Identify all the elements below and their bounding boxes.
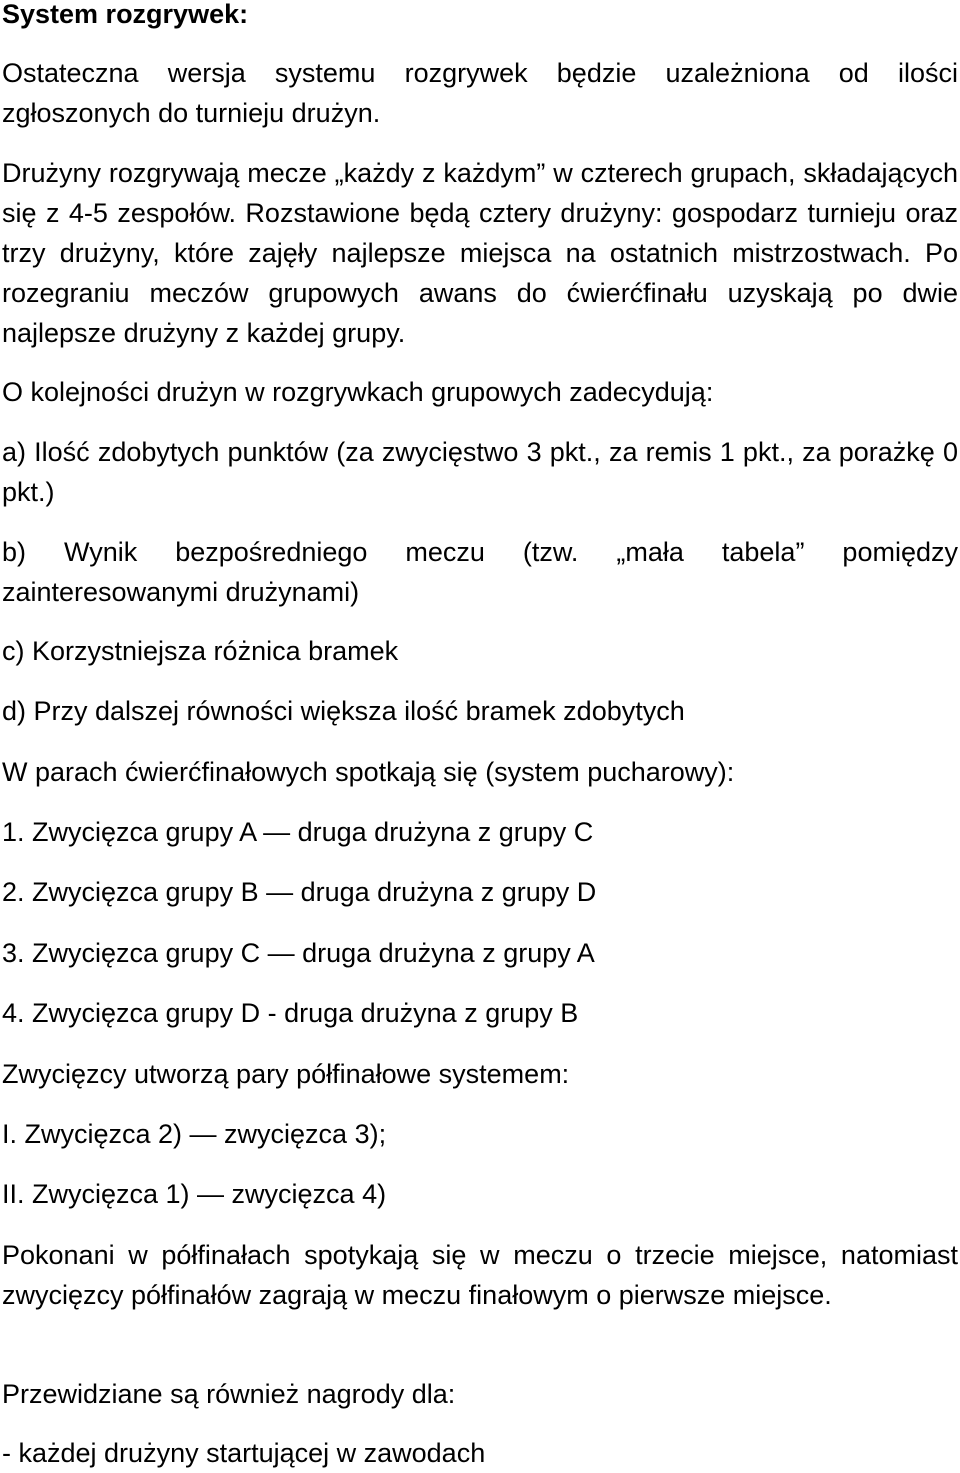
criterion-b: b) Wynik bezpośredniego meczu (tzw. „mała tabela” pomiędzy zainteresowanymi drużynami) xyxy=(2,537,958,607)
semifinal-1: I. Zwycięzca 2) — zwycięzca 3); xyxy=(2,1119,387,1149)
quarterfinal-1: 1. Zwycięzca grupy A — druga drużyna z grupy C xyxy=(2,817,594,847)
finals-paragraph: Pokonani w półfinałach spotykają się w meczu o trzecie miejsce, natomiast zwycięzcy półfinałów zagrają w meczu finałowym o pierwsze miejsce. xyxy=(2,1240,958,1310)
section-title: System rozgrywek: xyxy=(2,0,249,29)
intro-paragraph: Ostateczna wersja systemu rozgrywek będzie uzależniona od ilości zgłoszonych do turnieju drużyn. xyxy=(2,58,958,128)
semifinal-2: II. Zwycięzca 1) — zwycięzca 4) xyxy=(2,1179,387,1209)
semifinals-intro: Zwycięzcy utworzą pary półfinałowe systemem: xyxy=(2,1059,570,1089)
ranking-intro: O kolejności drużyn w rozgrywkach grupowych zadecydują: xyxy=(2,377,714,407)
criterion-c: c) Korzystniejsza różnica bramek xyxy=(2,636,399,666)
criterion-a: a) Ilość zdobytych punktów (za zwycięstwo 3 pkt., za remis 1 pkt., za porażkę 0 pkt.) xyxy=(2,437,958,507)
prizes-intro: Przewidziane są również nagrody dla: xyxy=(2,1379,456,1409)
quarterfinal-2: 2. Zwycięzca grupy B — druga drużyna z grupy D xyxy=(2,877,597,907)
criterion-d: d) Przy dalszej równości większa ilość bramek zdobytych xyxy=(2,696,685,726)
quarterfinal-4: 4. Zwycięzca grupy D - druga drużyna z grupy B xyxy=(2,998,579,1028)
prize-item: - każdej drużyny startującej w zawodach xyxy=(2,1438,486,1468)
groups-paragraph: Drużyny rozgrywają mecze „każdy z każdym” w czterech grupach, składających się z 4-5 zespołów. Rozstawione będą cztery drużyny: gospodarz turnieju oraz trzy drużyny, które zajęły najlepsze miejsca na ostatnich mistrzostwach. Po rozegraniu meczów grupowych awans do ćwierćfinału uzyskają po dwie najlepsze drużyny z każdej grupy. xyxy=(2,158,958,348)
quarterfinal-3: 3. Zwycięzca grupy C — druga drużyna z grupy A xyxy=(2,938,595,968)
quarterfinals-intro: W parach ćwierćfinałowych spotkają się (system pucharowy): xyxy=(2,757,735,787)
